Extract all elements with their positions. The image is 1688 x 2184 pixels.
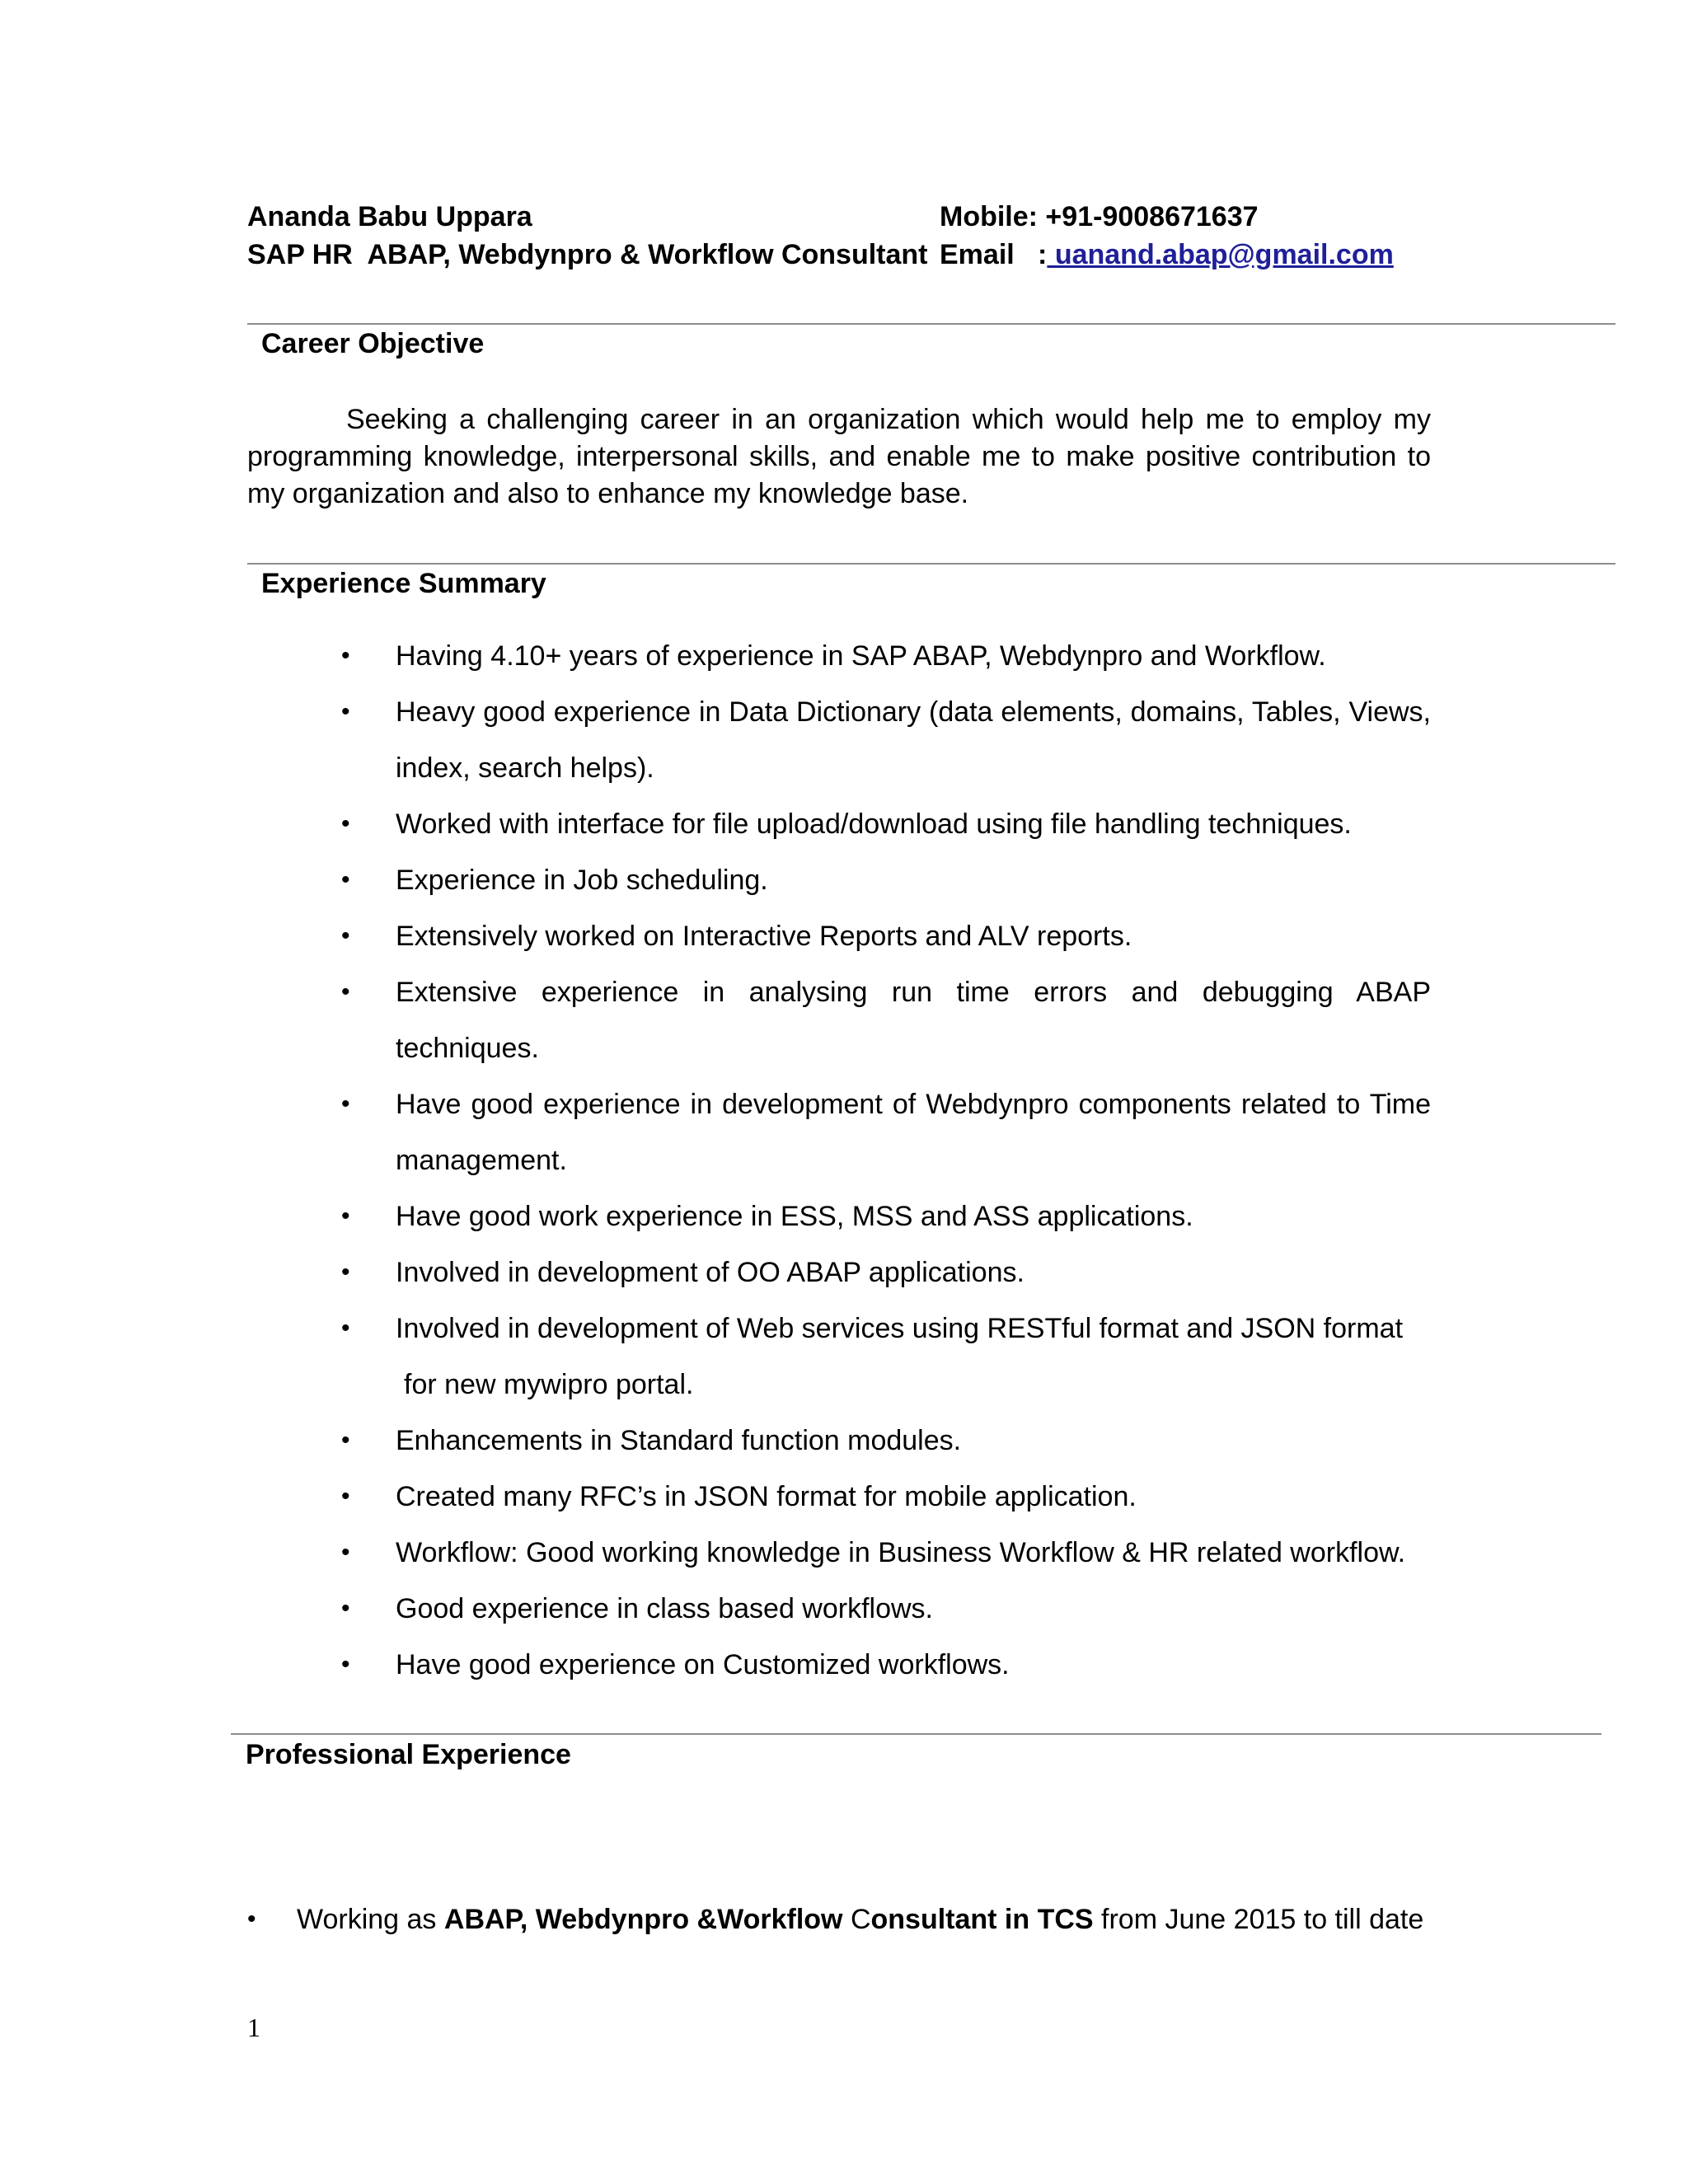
bullet-icon: • — [341, 1539, 350, 1566]
list-item-text: Have good experience on Customized workflows. — [396, 1649, 1010, 1680]
professional-experience-item — [247, 1900, 1423, 1938]
list-item — [247, 1244, 1431, 1301]
list-item-text: Good experience in class based workflows. — [396, 1593, 933, 1624]
list-item — [247, 796, 1431, 852]
list-item-text: Involved in development of Web services using RESTful format and JSON format — [396, 1313, 1404, 1344]
list-item — [247, 964, 1431, 1076]
section-title-experience-summary: Experience Summary — [261, 568, 546, 599]
section-title-career-objective: Career Objective — [261, 328, 485, 359]
bullet-icon: • — [247, 1905, 256, 1933]
bullet-icon: • — [341, 1483, 350, 1510]
list-item — [247, 1637, 1431, 1693]
section-title-professional-experience: Professional Experience — [246, 1739, 571, 1770]
header-left — [247, 198, 928, 274]
header-right — [940, 198, 1394, 274]
divider-career-objective — [247, 323, 1615, 325]
list-item-text: Have good experience in development of Webdynpro components related to Time management. — [396, 1089, 1431, 1176]
bullet-icon: • — [341, 978, 350, 1005]
list-item — [247, 1076, 1431, 1188]
career-objective-text: Seeking a challenging career in an organization which would help me to employ my programming knowledge, interpersonal skills, and enable me to make positive contribution to my organization and also to enhance my knowledge base. — [247, 404, 1431, 509]
email-link[interactable]: uanand.abap@gmail.com — [1047, 239, 1394, 270]
list-item-text: Extensive experience in analysing run time errors and debugging ABAP techniques. — [396, 977, 1431, 1064]
mobile-number: Mobile: +91-9008671637 — [940, 201, 1259, 232]
experience-summary-list — [247, 628, 1431, 1693]
bullet-icon: • — [341, 1090, 350, 1118]
bullet-icon: • — [341, 1202, 350, 1230]
bullet-icon: • — [341, 642, 350, 669]
list-item-text: Worked with interface for file upload/download using file handling techniques. — [396, 808, 1352, 840]
list-item-text: Workflow: Good working knowledge in Business Workflow & HR related workflow. — [396, 1537, 1406, 1568]
list-item — [247, 628, 1431, 684]
list-item — [247, 1188, 1431, 1244]
candidate-role: SAP HR ABAP, Webdynpro & Workflow Consultant — [247, 239, 928, 270]
bullet-icon: • — [341, 1315, 350, 1342]
candidate-name: Ananda Babu Uppara — [247, 201, 532, 232]
list-item — [247, 852, 1431, 908]
list-item — [247, 1581, 1431, 1637]
list-item-text: Have good work experience in ESS, MSS and ASS applications. — [396, 1201, 1193, 1232]
list-item — [247, 908, 1431, 964]
list-item-text: Involved in development of OO ABAP applications. — [396, 1257, 1025, 1288]
page-number: 1 — [247, 2013, 260, 2042]
list-item-text: Enhancements in Standard function modules. — [396, 1425, 962, 1456]
list-item-text: Experience in Job scheduling. — [396, 865, 768, 896]
list-item-text: Having 4.10+ years of experience in SAP ABAP, Webdynpro and Workflow. — [396, 640, 1326, 672]
list-item-text: Created many RFC’s in JSON format for mobile application. — [396, 1481, 1137, 1512]
list-item — [247, 1301, 1431, 1413]
divider-experience-summary — [247, 563, 1615, 565]
bullet-icon: • — [341, 698, 350, 725]
list-item — [247, 1525, 1431, 1581]
bullet-icon: • — [341, 1258, 350, 1286]
bullet-icon: • — [341, 1595, 350, 1622]
bullet-icon: • — [341, 1651, 350, 1678]
list-item-text: Heavy good experience in Data Dictionary (data elements, domains, Tables, Views, index, search helps). — [396, 696, 1431, 784]
divider-professional-experience — [231, 1733, 1601, 1735]
bullet-icon: • — [341, 1427, 350, 1454]
email-line — [940, 236, 1394, 274]
list-item — [247, 1469, 1431, 1525]
bullet-icon: • — [341, 922, 350, 949]
professional-experience-text: Working as ABAP, Webdynpro &Workflow Consultant in TCS from June 2015 to till date — [297, 1904, 1424, 1935]
list-item — [247, 684, 1431, 796]
email-label: Email : — [940, 239, 1048, 270]
list-item-text: Extensively worked on Interactive Reports and ALV reports. — [396, 921, 1132, 952]
bullet-icon: • — [341, 810, 350, 837]
bullet-icon: • — [341, 866, 350, 893]
list-item-continuation: for new mywipro portal. — [404, 1369, 694, 1400]
list-item — [247, 1413, 1431, 1469]
